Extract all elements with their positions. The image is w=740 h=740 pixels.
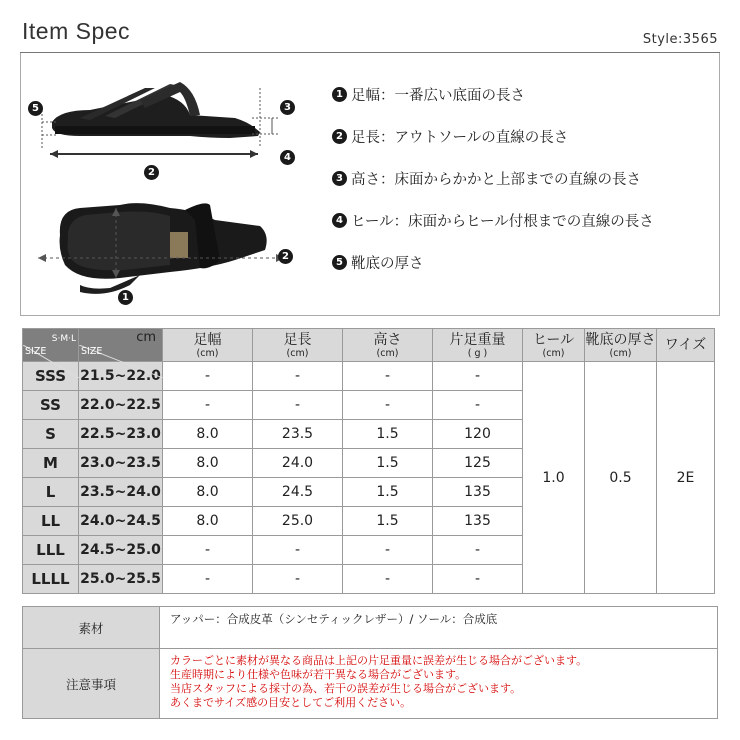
cell-width: - <box>163 362 253 391</box>
cell-width: - <box>163 536 253 565</box>
cell-length: 24.5 <box>253 478 343 507</box>
cell-height: 1.5 <box>343 507 433 536</box>
size-range: 21.5~22.0 <box>79 362 163 391</box>
header-weight: 片足重量 ( g ) <box>433 329 523 362</box>
size-label: L <box>23 478 79 507</box>
measurement-legend <box>332 84 722 294</box>
page-title: Item Spec <box>22 18 131 44</box>
marker-3: 3 <box>280 100 295 115</box>
caution-row <box>23 649 718 719</box>
marker-1: 1 <box>118 290 133 305</box>
cell-width: 8.0 <box>163 420 253 449</box>
cell-height: 1.5 <box>343 449 433 478</box>
legend-number: 3 <box>332 171 347 186</box>
cell-height: - <box>343 362 433 391</box>
header-sole: 靴底の厚さ (cm) <box>585 329 657 362</box>
legend-text: ヒール：床面からヒール付根までの直線の長さ <box>351 214 654 230</box>
shoe-illustration <box>20 60 310 316</box>
cell-length: - <box>253 391 343 420</box>
marker-2-bottom: 2 <box>278 249 293 264</box>
cell-length: 24.0 <box>253 449 343 478</box>
shoe-diagram <box>20 60 310 316</box>
size-range: 24.0~24.5 <box>79 507 163 536</box>
cell-weight: 120 <box>433 420 523 449</box>
caution-line: あくまでサイズ感の目安としてご利用ください。 <box>170 696 412 709</box>
size-range: 23.5~24.0 <box>79 478 163 507</box>
legend-number: 4 <box>332 213 347 228</box>
size-range: 23.0~23.5 <box>79 449 163 478</box>
size-label: SS <box>23 391 79 420</box>
header-length: 足長 (cm) <box>253 329 343 362</box>
legend-number: 5 <box>332 255 347 270</box>
cell-width: - <box>163 391 253 420</box>
size-label: SSS <box>23 362 79 391</box>
cell-length: 23.5 <box>253 420 343 449</box>
cell-sole: 0.5 <box>585 362 657 594</box>
caution-line: 当店スタッフによる採寸の為、若干の誤差が生じる場合がございます。 <box>170 682 522 695</box>
cell-length: - <box>253 362 343 391</box>
marker-4: 4 <box>280 150 295 165</box>
cell-weight: - <box>433 391 523 420</box>
legend-number: 1 <box>332 87 347 102</box>
cell-height: - <box>343 565 433 594</box>
cell-heel: 1.0 <box>523 362 585 594</box>
corner-size-label: SIZE <box>25 346 47 357</box>
marker-2-side: 2 <box>144 165 159 180</box>
size-table <box>22 328 715 594</box>
size-label: LLL <box>23 536 79 565</box>
legend-text: 足長：アウトソールの直線の長さ <box>351 130 569 146</box>
legend-item <box>332 252 722 273</box>
side-view-sandal <box>52 82 260 138</box>
size-range: 22.0~22.5 <box>79 391 163 420</box>
size-range: 24.5~25.0 <box>79 536 163 565</box>
size-label: M <box>23 449 79 478</box>
legend-item <box>332 168 722 189</box>
size-label: LL <box>23 507 79 536</box>
legend-text: 高さ：床面からかかと上部までの直線の長さ <box>351 172 641 188</box>
cell-height: - <box>343 391 433 420</box>
cell-height: - <box>343 536 433 565</box>
bottom-view-sandal <box>60 203 267 294</box>
corner-cm-label: cm <box>136 330 156 345</box>
caution-line: 生産時期により仕様や色味が若干異なる場合がございます。 <box>170 668 467 681</box>
cell-length: - <box>253 536 343 565</box>
corner-size-cm <box>79 329 163 362</box>
legend-text: 靴底の厚さ <box>351 256 424 272</box>
cell-width: 8.0 <box>163 449 253 478</box>
style-code: Style:3565 <box>642 32 718 47</box>
header-width: 足幅 (cm) <box>163 329 253 362</box>
legend-text: 足幅：一番広い底面の長さ <box>351 88 525 104</box>
legend-item <box>332 126 722 147</box>
cell-width: 8.0 <box>163 507 253 536</box>
corner-size-label: SIZE <box>81 346 103 357</box>
material-value: アッパー：合成皮革（シンセティックレザー）/ ソール：合成底 <box>160 607 718 649</box>
size-range: 22.5~23.0 <box>79 420 163 449</box>
cell-length: 25.0 <box>253 507 343 536</box>
size-range: 25.0~25.5 <box>79 565 163 594</box>
notes-table <box>22 606 718 719</box>
cell-weight: - <box>433 362 523 391</box>
size-label: S <box>23 420 79 449</box>
cell-weight: 125 <box>433 449 523 478</box>
marker-5: 5 <box>28 101 43 116</box>
legend-item <box>332 210 722 231</box>
header-wise: ワイズ <box>657 329 715 362</box>
material-row <box>23 607 718 649</box>
legend-number: 2 <box>332 129 347 144</box>
cell-height: 1.5 <box>343 478 433 507</box>
header-height: 高さ (cm) <box>343 329 433 362</box>
caution-label: 注意事項 <box>23 649 160 719</box>
cell-width: 8.0 <box>163 478 253 507</box>
cell-weight: 135 <box>433 507 523 536</box>
cell-weight: - <box>433 565 523 594</box>
caution-value <box>160 649 718 719</box>
cell-height: 1.5 <box>343 420 433 449</box>
header-heel: ヒール (cm) <box>523 329 585 362</box>
corner-size-sml <box>23 329 79 362</box>
cell-length: - <box>253 565 343 594</box>
size-label: LLLL <box>23 565 79 594</box>
material-label: 素材 <box>23 607 160 649</box>
corner-sml-label: S·M·L <box>51 334 76 344</box>
legend-item <box>332 84 722 105</box>
cell-weight: 135 <box>433 478 523 507</box>
cell-wise: 2E <box>657 362 715 594</box>
caution-line: カラーごとに素材が異なる商品は上記の片足重量に誤差が生じる場合がございます。 <box>170 654 588 667</box>
cell-weight: - <box>433 536 523 565</box>
cell-width: - <box>163 565 253 594</box>
